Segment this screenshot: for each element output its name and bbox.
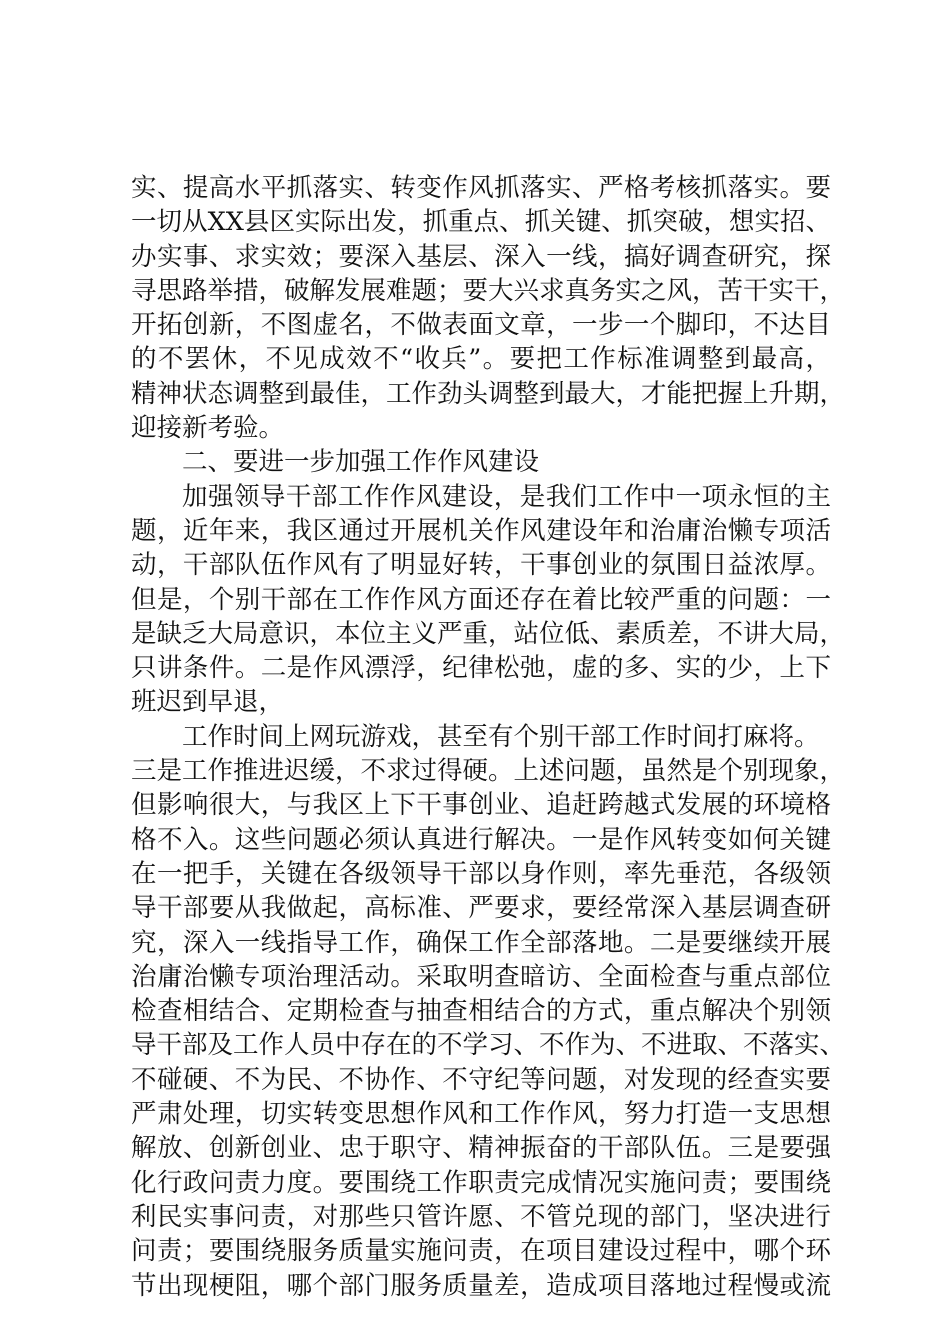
text-line: 的不罢休，不见成效不“收兵”。要把工作标准调整到最高， [131, 344, 831, 375]
text-line: 题，近年来，我区通过开展机关作风建设年和治庸治懒专项活 [131, 515, 831, 546]
text-line: 动，干部队伍作风有了明显好转，干事创业的氛围日益浓厚。 [131, 550, 831, 581]
text-line: 实、提高水平抓落实、转变作风抓落实、严格考核抓落实。要 [131, 173, 831, 203]
text-line: 开拓创新，不图虚名，不做表面文章，一步一个脚印，不达目 [131, 310, 831, 341]
text-line: 三是工作推进迟缓，不求过得硬。上述问题，虽然是个别现象， [131, 756, 846, 787]
text-line: 但影响很大，与我区上下干事创业、追赶跨越式发展的环境格 [131, 790, 831, 821]
text-line: 不碰硬、不为民、不协作、不守纪等问题，对发现的经查实要 [131, 1064, 831, 1095]
text-line: 工作时间上网玩游戏，甚至有个别干部工作时间打麻将。 [182, 721, 820, 752]
text-line: 导干部要从我做起，高标准、严要求，要经常深入基层调查研 [131, 893, 831, 924]
text-line: 只讲条件。二是作风漂浮，纪律松弛，虚的多、实的少，上下 [131, 653, 831, 684]
text-line: 精神状态调整到最佳，工作劲头调整到最大，才能把握上升期， [131, 378, 846, 409]
text-line: 加强领导干部工作作风建设，是我们工作中一项永恒的主 [182, 481, 831, 512]
text-line: 治庸治懒专项治理活动。采取明查暗访、全面检查与重点部位 [131, 961, 831, 992]
text-line: 迎接新考验。 [131, 413, 285, 444]
text-line: 办实事、求实效；要深入基层、深入一线，搞好调查研究，探 [131, 241, 831, 272]
text-line: 严肃处理，切实转变思想作风和工作作风，努力打造一支思想 [131, 1099, 831, 1130]
text-line: 是缺乏大局意识，本位主义严重，站位低、素质差，不讲大局， [131, 618, 846, 649]
text-line: 检查相结合、定期检查与抽查相结合的方式，重点解决个别领 [131, 996, 831, 1027]
text-line: 解放、创新创业、忠于职守、精神振奋的干部队伍。三是要强 [131, 1133, 831, 1164]
text-line: 导干部及工作人员中存在的不学习、不作为、不进取、不落实、 [131, 1030, 846, 1061]
text-line: 格不入。这些问题必须认真进行解决。一是作风转变如何关键 [131, 824, 831, 855]
text-line: 化行政问责力度。要围绕工作职责完成情况实施问责；要围绕 [131, 1167, 831, 1198]
text-line: 寻思路举措，破解发展难题；要大兴求真务实之风，苦干实干， [131, 275, 846, 306]
text-line: 究，深入一线指导工作，确保工作全部落地。二是要继续开展 [131, 927, 831, 958]
text-line: 利民实事问责，对那些只管许愿、不管兑现的部门，坚决进行 [131, 1201, 831, 1232]
text-line: 但是，个别干部在工作作风方面还存在着比较严重的问题：一 [131, 584, 831, 615]
text-line: 一切从XX县区实际出发，抓重点、抓关键、抓突破，想实招、 [131, 207, 831, 238]
text-line: 在一把手，关键在各级领导干部以身作则，率先垂范，各级领 [131, 858, 831, 889]
text-line: 节出现梗阻，哪个部门服务质量差，造成项目落地过程慢或流 [131, 1270, 831, 1301]
document-body [131, 171, 846, 1303]
text-line: 班迟到早退， [131, 687, 285, 718]
text-line: 问责；要围绕服务质量实施问责，在项目建设过程中，哪个环 [131, 1236, 831, 1267]
section-heading: 二、要进一步加强工作作风建设 [182, 447, 540, 478]
